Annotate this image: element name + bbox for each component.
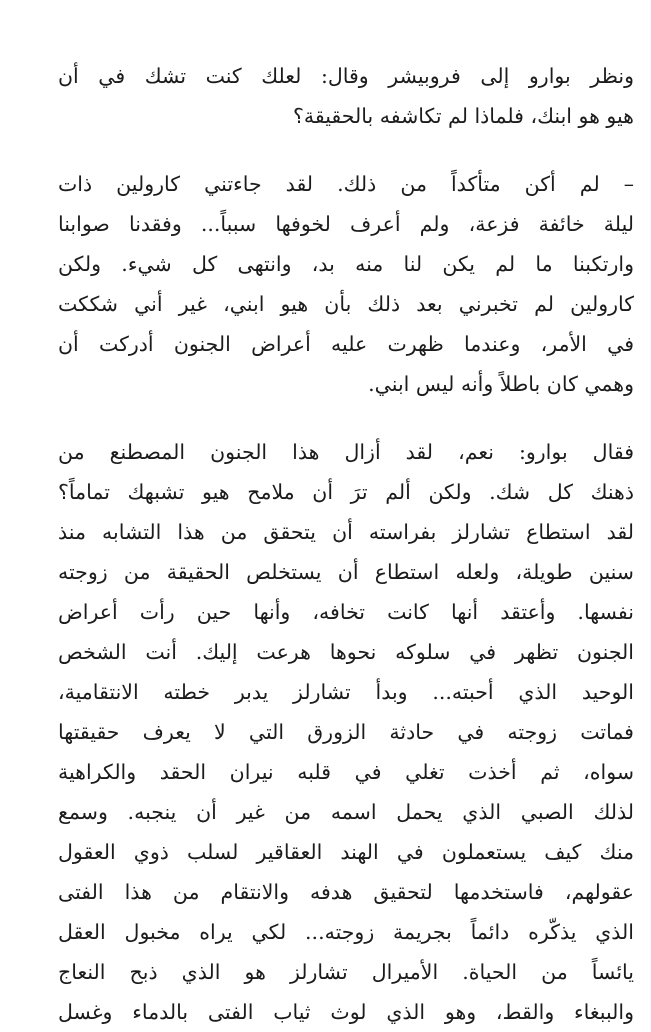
text-line: الذي يذكّره دائماً بجريمة زوجته... لكي يراه مخبول العقل <box>58 920 634 944</box>
text-line: عقولهم، فاستخدمها لتحقيق هدفه والانتقام من هذا الفتى <box>58 880 634 904</box>
text-line: في الأمر، وعندما ظهرت عليه أعراض الجنون أدركت أن <box>58 332 634 356</box>
text-line: ونظر بوارو إلى فروبيشر وقال: لعلك كنت تشك في أن <box>58 64 634 88</box>
text-line: كارولين لم تخبرني بعد ذلك بأن هيو ابني، غير أني شككت <box>58 292 634 316</box>
text-line: ذهنك كل شك. ولكن ألم ترَ أن ملامح هيو تشبهك تماماً؟ <box>58 480 634 504</box>
text-line: منك كيف يستعملون في الهند العقاقير لسلب ذوي العقول <box>58 840 634 864</box>
paragraph-2 <box>58 164 634 404</box>
text-line: فماتت زوجته في حادثة الزورق التي لا يعرف حقيقتها <box>58 720 634 744</box>
text-line: سنين طويلة، ولعله استطاع أن يستخلص الحقيقة من زوجته <box>58 560 634 584</box>
paragraph-gap <box>58 404 634 432</box>
paragraph-1 <box>58 56 634 136</box>
text-line: الجنون تظهر في سلوكه نحوها هرعت إليك. أنت الشخص <box>58 640 634 664</box>
text-line: – لم أكن متأكداً من ذلك. لقد جاءتني كارولين ذات <box>58 172 634 196</box>
text-line: لذلك الصبي الذي يحمل اسمه من غير أن ينجبه. وسمع <box>58 800 634 824</box>
text-line: وهمي كان باطلاً وأنه ليس ابني. <box>368 372 634 396</box>
text-line: لقد استطاع تشارلز بفراسته أن يتحقق من هذا التشابه منذ <box>58 520 634 544</box>
text-line: يائساً من الحياة. الأميرال تشارلز هو الذي ذبح النعاج <box>58 960 634 984</box>
text-line: والببغاء والقط، وهو الذي لوث ثياب الفتى بالدماء وغسل <box>58 1000 634 1024</box>
book-page <box>58 56 634 1032</box>
text-line: الوحيد الذي أحبته... وبدأ تشارلز يدبر خطته الانتقامية، <box>58 680 634 704</box>
text-line: فقال بوارو: نعم، لقد أزال هذا الجنون المصطنع من <box>58 440 634 464</box>
text-line: ليلة خائفة فزعة، ولم أعرف لخوفها سبباً... وفقدنا صوابنا <box>58 212 634 236</box>
text-line: سواه، ثم أخذت تغلي في قلبه نيران الحقد والكراهية <box>58 760 634 784</box>
text-line: وارتكبنا ما لم يكن لنا منه بد، وانتهى كل شيء. ولكن <box>58 252 634 276</box>
paragraph-gap <box>58 136 634 164</box>
paragraph-3 <box>58 432 634 1032</box>
text-line: هيو هو ابنك، فلماذا لم تكاشفه بالحقيقة؟ <box>292 104 634 128</box>
text-line: نفسها. وأعتقد أنها كانت تخافه، وأنها حين رأت أعراض <box>58 600 634 624</box>
